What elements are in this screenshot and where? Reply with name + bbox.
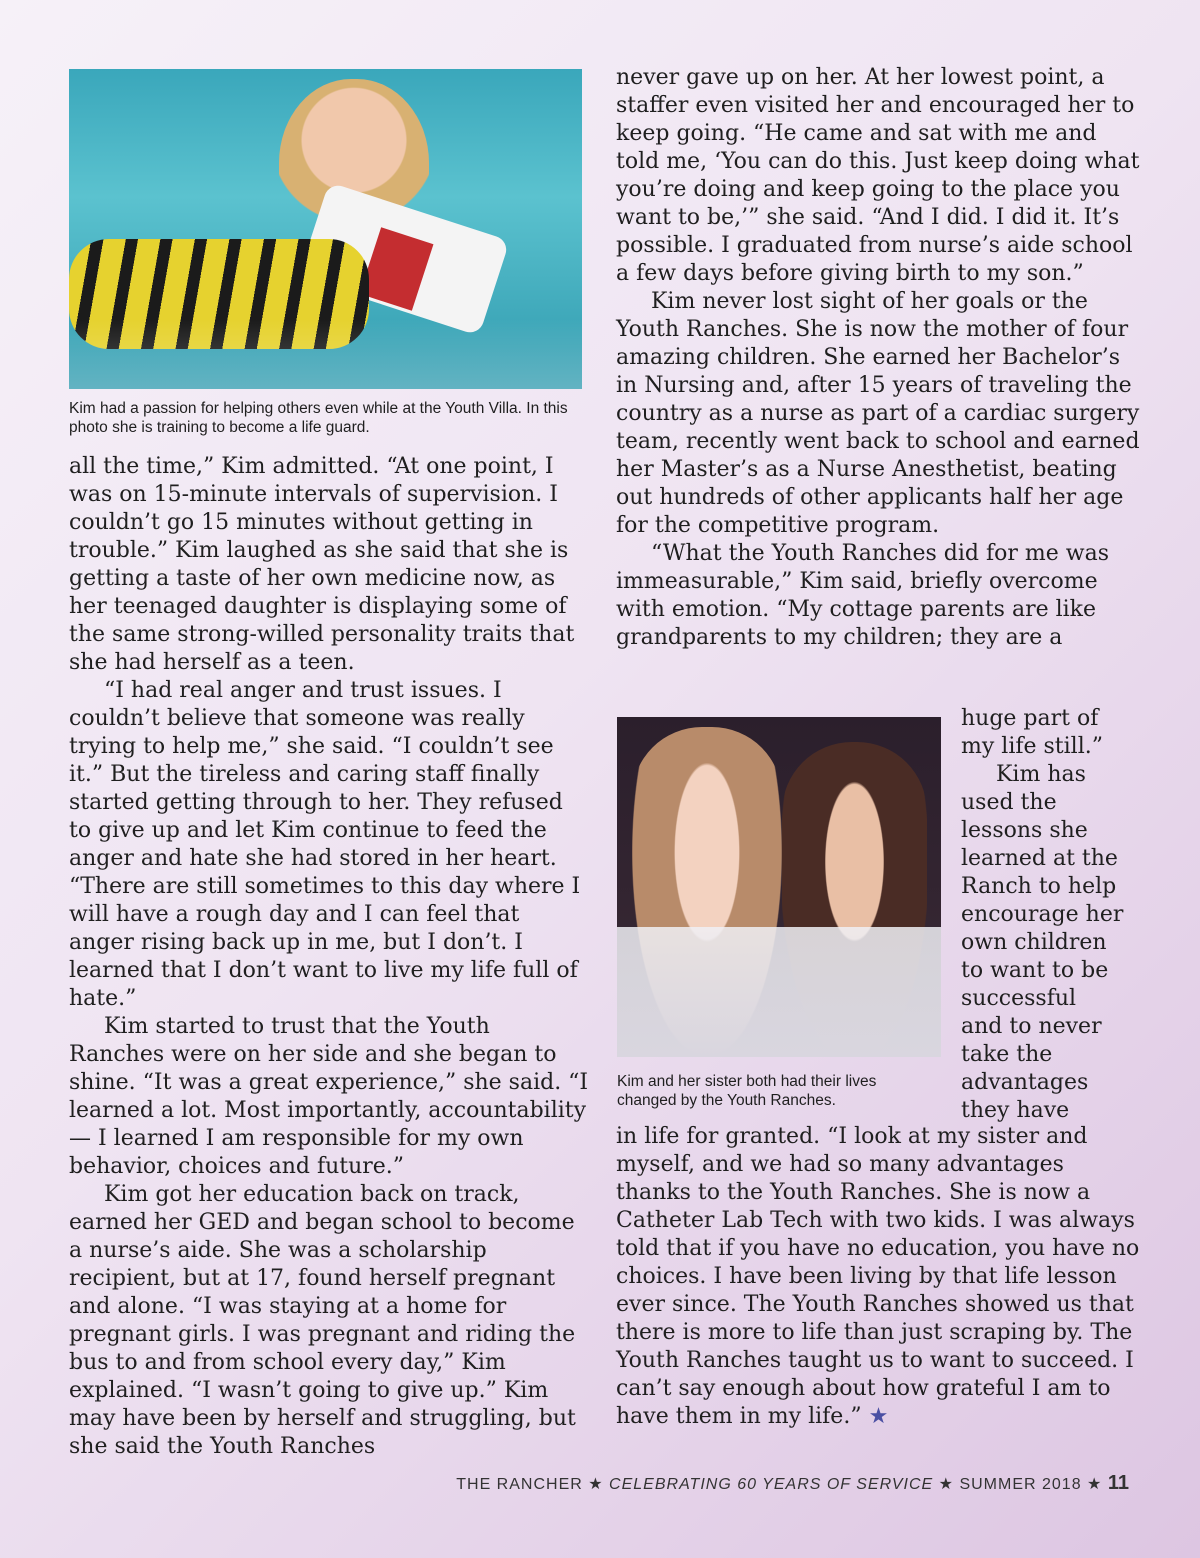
article-right-column-top [616, 64, 1141, 652]
page-number: 11 [1107, 1472, 1129, 1494]
footer-publication: THE RANCHER [456, 1476, 583, 1493]
photo-kim-and-sister [617, 717, 941, 1057]
text-line: take the [961, 1042, 1053, 1067]
article-right-column-bottom [616, 1123, 1141, 1431]
text-line: Ranch to help [961, 874, 1117, 899]
text-line: encourage her [961, 902, 1124, 927]
text-line: my life still.” [961, 734, 1103, 759]
page-footer [0, 1472, 1129, 1495]
text-line: and to never [961, 1014, 1102, 1039]
text-line: lessons she [961, 818, 1088, 843]
text-line: Kim has [996, 762, 1086, 787]
footer-issue: SUMMER 2018 [959, 1476, 1082, 1493]
text-line: huge part of [961, 706, 1099, 731]
paragraph: Kim got her education back on track, earned her GED and began school to become a nurse’s aide. She was a scholarship recipient, but at 17, found herself pregnant and alone. “I was staying at a home for pregnant girls. I was pregnant and riding the bus to and from school every day,” Kim explained. “I wasn’t going to give up.” Kim may have been by herself and struggling, but she said the Youth Ranches [69, 1182, 576, 1459]
text-line: to want to be [961, 958, 1109, 983]
paragraph: all the time,” Kim admitted. “At one point, I was on 15-minute intervals of supervision. I couldn’t go 15 minutes without getting in trouble.” Kim laughed as she said that she is getting a taste of her own medicine now, as her teenaged daughter is displaying some of the same strong-willed personality traits that she had herself as a teen. [69, 454, 575, 675]
paragraph-text: in life for granted. “I look at my sister and myself, and we had so many advantages thanks to the Youth Ranches. She is now a Catheter Lab Tech with two kids. I was always told that if you have no education, you have no choices. I have been living by that life lesson ever since. The Youth Ranches showed us that there is more to life than just scraping by. The Youth Ranches taught us to want to succeed. I can’t say enough about how grateful I am to have them in my life.” [616, 1124, 1140, 1429]
photo-caption-sisters: Kim and her sister both had their lives changed by the Youth Ranches. [617, 1073, 877, 1109]
paragraph-end [616, 1123, 1141, 1431]
photo-dresses [617, 927, 941, 1057]
footer-star-icon: ★ [938, 1476, 954, 1493]
text-line: learned at the [961, 846, 1118, 871]
footer-star-icon: ★ [588, 1476, 604, 1493]
paragraph: Kim started to trust that the Youth Ranches were on her side and she began to shine. “It was a great experience,” she said. “I learned a lot. Most importantly, accountability — I learned I am responsible for my own behavior, choices and future.” [69, 1014, 589, 1179]
photo-caption-lifeguard: Kim had a passion for helping others even while at the Youth Villa. In this photo she is training to become a life guard. [69, 400, 568, 436]
paragraph: “What the Youth Ranches did for me was immeasurable,” Kim said, briefly overcome with emotion. “My cottage parents are like grandparents to my children; they are a [616, 541, 1109, 650]
end-star-icon: ★ [868, 1404, 889, 1429]
text-line: own children [961, 930, 1107, 955]
text-line: they have [961, 1098, 1070, 1123]
text-line: advantages [961, 1070, 1089, 1095]
photo-water [69, 319, 582, 389]
paragraph: Kim never lost sight of her goals or the Youth Ranches. She is now the mother of four amazing children. She earned her Bachelor’s in Nursing and, after 15 years of traveling the country as a nurse as part of a cardiac surgery team, recently went back to school and earned her Master’s as a Nurse Anesthetist, beating out hundreds of other applicants half her age for the competitive program. [616, 289, 1140, 538]
paragraph: “I had real anger and trust issues. I couldn’t believe that someone was really trying to help me,” she said. “I couldn’t see it.” But the tireless and caring staff finally started getting through to her. They refused to give up and let Kim continue to feed the anger and hate she had stored in her heart. “There are still sometimes to this day where I will have a rough day and I can feel that anger rising back up in me, but I don’t. I learned that I don’t want to live my life full of hate.” [69, 678, 581, 1011]
photo-lifeguard-training [69, 69, 582, 389]
article-narrow-wrap [961, 705, 1146, 1125]
text-line: used the [961, 790, 1057, 815]
article-left-column [69, 453, 589, 1461]
paragraph: never gave up on her. At her lowest point, a staffer even visited her and encouraged her to keep going. “He came and sat with me and told me, ‘You can do this. Just keep doing what you’re doing and keep going to the place you want to be,’” she said. “And I did. I did it. It’s possible. I graduated from nurse’s aide school a few days before giving birth to my son.” [616, 65, 1140, 286]
footer-theme: CELEBRATING 60 YEARS OF SERVICE [609, 1476, 934, 1493]
footer-star-icon: ★ [1087, 1476, 1103, 1493]
text-line: successful [961, 986, 1077, 1011]
